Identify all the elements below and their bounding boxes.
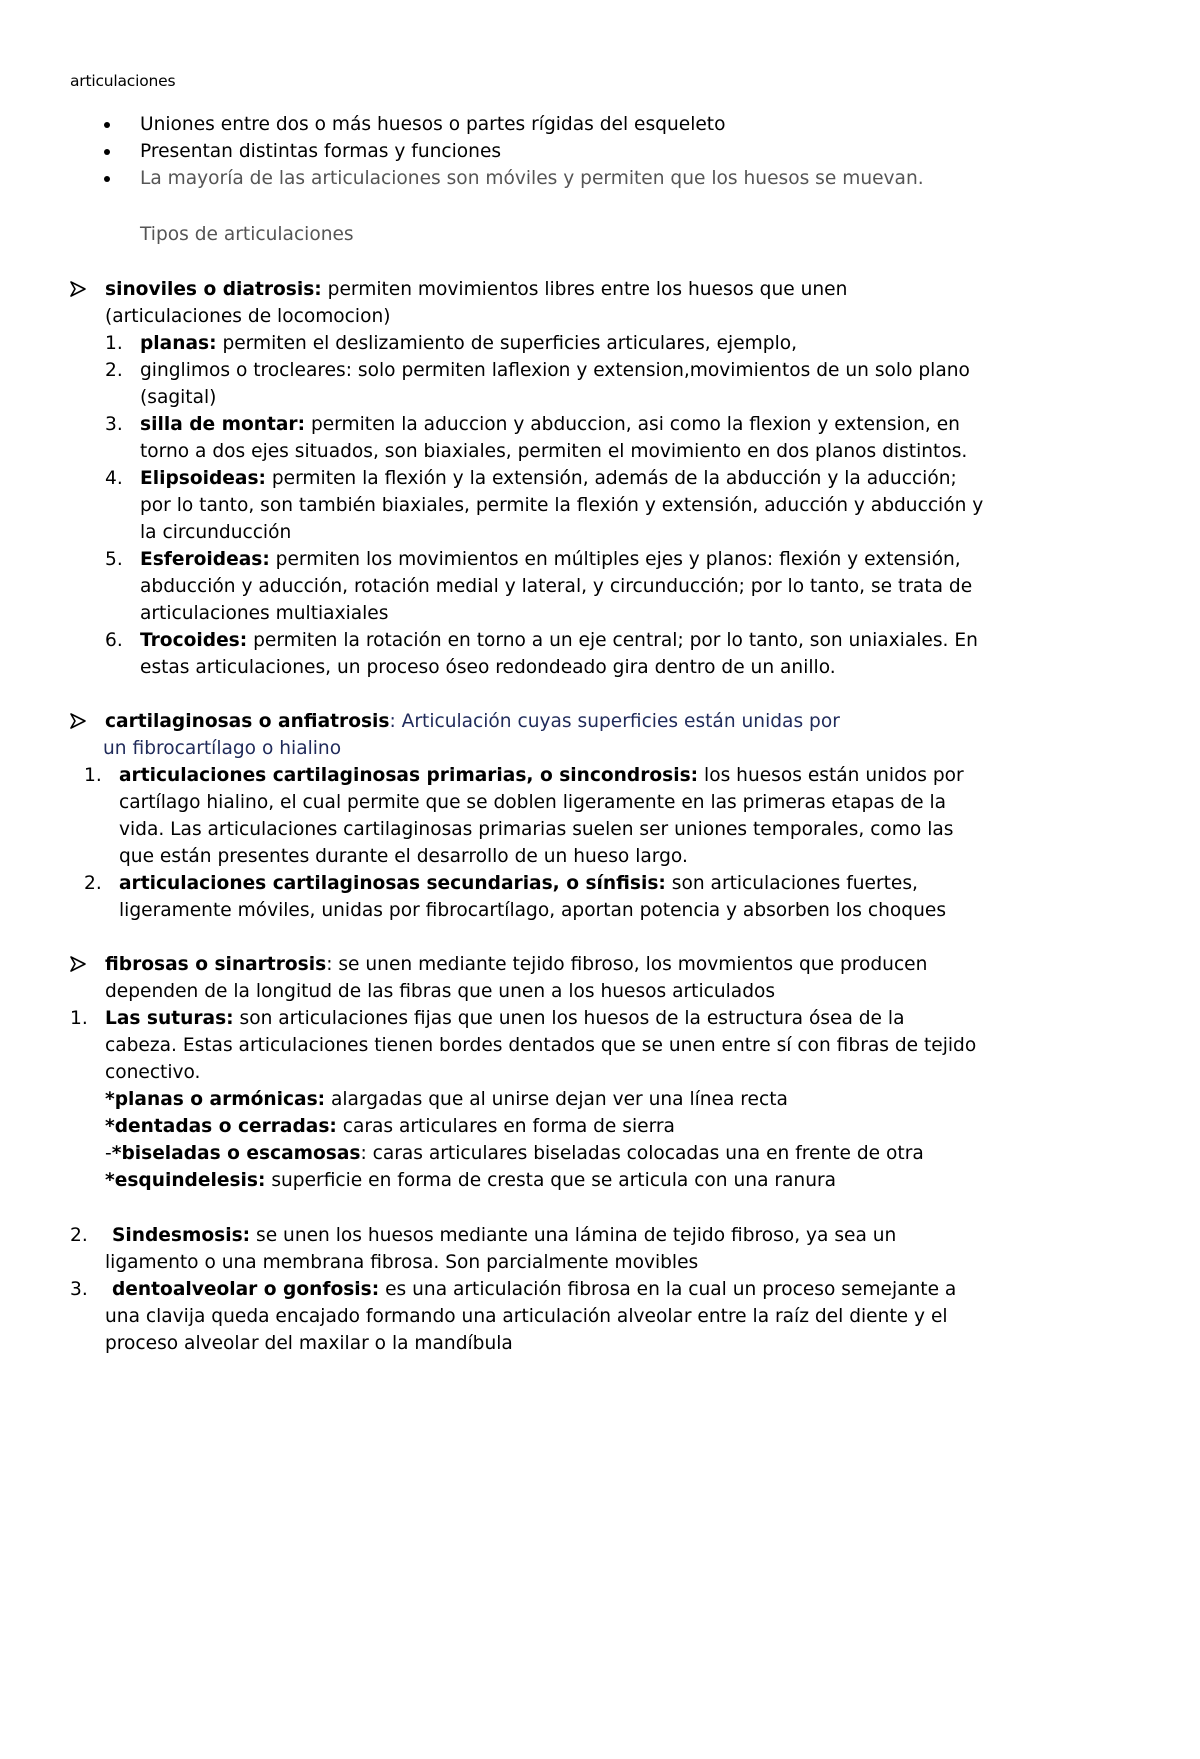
list-item: 4. Elipsoideas: permiten la flexión y la extensión, además de la abducción y la aducción; xyxy=(105,468,957,489)
bullet-icon xyxy=(104,149,110,155)
section-heading: fibrosas o sinartrosis: se unen mediante tejido fibroso, los movmientos que producen xyxy=(0,951,1200,978)
arrow-bullet-icon xyxy=(68,954,88,974)
list-item: 5. Esferoideas: permiten los movimientos en múltiples ejes y planos: flexión y extensión, xyxy=(105,549,961,570)
bullet-icon xyxy=(104,176,110,182)
arrow-bullet-icon xyxy=(68,279,88,299)
section-heading: sinoviles o diatrosis: permiten movimientos libres entre los huesos que unen xyxy=(0,276,1200,303)
section-sinoviles: sinoviles o diatrosis: permiten movimientos libres entre los huesos que unen (articulaciones de locomocion) 1. planas: permiten el deslizamiento de superficies articulares, ejemplo, 2. ginglimos o trocleares: solo permiten laflexion y extension,movimientos de un solo plano (sagital) 3. silla de montar: permiten la aduccion y abduccion, asi como la flexion y extension, en torno a dos ejes situados, son biaxiales, permiten el movimiento en dos planos distintos. 4. Elipsoideas: permiten la flexión y la extensión, además de la abducción y la aducción; por lo tanto, son también biaxiales, permite la flexión y extensión, aducción y abducción y la circunducción 5. Esferoideas: permiten los movimientos en múltiples ejes y planos: flexión y extensión, abducción y aducción, rotación medial y lateral, y circunducción; por lo tanto, se trata de articulaciones multiaxiales 6. Trocoides: permiten la rotación en torno a un eje central; por lo tanto, son uniaxiales. En estas articulaciones, un proceso óseo redondeado gira dentro de un anillo. xyxy=(0,276,1200,681)
intro-bullet-list xyxy=(0,111,1200,192)
document-title: articulaciones xyxy=(70,72,176,90)
list-item: 6. Trocoides: permiten la rotación en torno a un eje central; por lo tanto, son uniaxiales. En xyxy=(105,630,978,651)
list-item: 2. ginglimos o trocleares: solo permiten laflexion y extension,movimientos de un solo plano xyxy=(105,360,970,381)
fibrosas-items: 2. Sindesmosis: se unen los huesos mediante una lámina de tejido fibroso, ya sea un ligamento o una membrana fibrosa. Son parcialmente movibles 3. dentoalveolar o gonfosis: es una articulación fibrosa en la cual un proceso semejante a una clavija queda encajado formando una articulación alveolar entre la raíz del diente y el proceso alveolar del maxilar o la mandíbula xyxy=(0,1222,1200,1357)
section-fibrosas: fibrosas o sinartrosis: se unen mediante tejido fibroso, los movmientos que producen dependen de la longitud de las fibras que unen a los huesos articulados 1. Las suturas: son articulaciones fijas que unen los huesos de la estructura ósea de la cabeza. Estas articulaciones tienen bordes dentados que se unen entre sí con fibras de tejido conectivo. *planas o armónicas: alargadas que al unirse dejan ver una línea recta *dentadas o cerradas: caras articulares en forma de sierra -*biseladas o escamosas: caras articulares biseladas colocadas una en frente de otra *esquindelesis: superficie en forma de cresta que se articula con una ranura xyxy=(0,951,1200,1194)
section-term: fibrosas o sinartrosis xyxy=(105,954,327,975)
section-heading: cartilaginosas o anfiatrosis: Articulación cuyas superficies están unidas por xyxy=(0,708,1200,735)
list-item: 3. silla de montar: permiten la aduccion y abduccion, asi como la flexion y extension, en xyxy=(105,414,960,435)
list-item: Uniones entre dos o más huesos o partes rígidas del esqueleto xyxy=(0,111,1200,138)
section-cartilaginosas: cartilaginosas o anfiatrosis: Articulación cuyas superficies están unidas por un fibrocartílago o hialino 1. articulaciones cartilaginosas primarias, o sincondrosis: los huesos están unidos por cartílago hialino, el cual permite que se doblen ligeramente en las primeras etapas de la vida. Las articulaciones cartilaginosas primarias suelen ser uniones temporales, como las que están presentes durante el desarrollo de un hueso largo. 2. articulaciones cartilaginosas secundarias, o sínfisis: son articulaciones fuertes, ligeramente móviles, unidas por fibrocartílago, aportan potencia y absorben los choques xyxy=(0,708,1200,924)
list-item: 1. planas: permiten el deslizamiento de superficies articulares, ejemplo, xyxy=(105,333,798,354)
list-item: Presentan distintas formas y funciones xyxy=(0,138,1200,165)
list-item: 1. articulaciones cartilaginosas primarias, o sincondrosis: los huesos están unidos por xyxy=(84,765,964,786)
suture-type: *esquindelesis: superficie en forma de cresta que se articula con una ranura xyxy=(105,1170,837,1191)
list-item: 1. Las suturas: son articulaciones fijas que unen los huesos de la estructura ósea de la xyxy=(70,1008,905,1029)
suture-type: -*biseladas o escamosas: caras articulares biseladas colocadas una en frente de otra xyxy=(105,1143,924,1164)
list-item: La mayoría de las articulaciones son móviles y permiten que los huesos se muevan. xyxy=(0,165,1200,192)
section-term: sinoviles o diatrosis: xyxy=(105,279,322,300)
list-item: 2. Sindesmosis: se unen los huesos mediante una lámina de tejido fibroso, ya sea un xyxy=(70,1225,897,1246)
subheading: Tipos de articulaciones xyxy=(140,224,354,245)
section-term: cartilaginosas o anfiatrosis xyxy=(105,711,390,732)
bullet-icon xyxy=(104,122,110,128)
list-item: 2. articulaciones cartilaginosas secundarias, o sínfisis: son articulaciones fuertes, xyxy=(84,873,918,894)
suture-type: *planas o armónicas: alargadas que al unirse dejan ver una línea recta xyxy=(105,1089,788,1110)
arrow-bullet-icon xyxy=(68,711,88,731)
suture-type: *dentadas o cerradas: caras articulares en forma de sierra xyxy=(105,1116,675,1137)
list-item: 3. dentoalveolar o gonfosis: es una articulación fibrosa en la cual un proceso semejante a xyxy=(70,1279,957,1300)
